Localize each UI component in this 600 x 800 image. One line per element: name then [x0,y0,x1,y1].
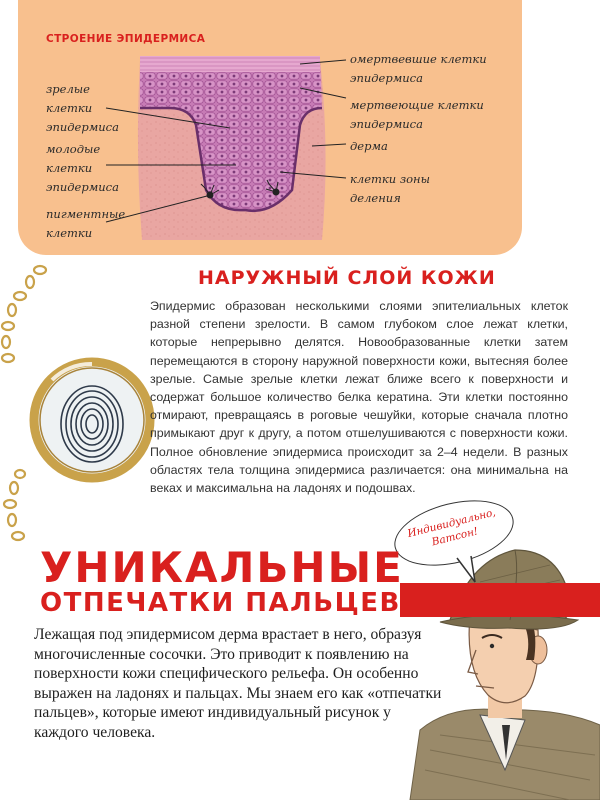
label-dead-cells: омертвевшие клетки эпидермиса [350,52,487,85]
section-text-fingerprints: Лежащая под эпидермисом дерма врастает в него, образуя многочисленные сосочки. Это приводит к появлению на поверхности кожи специфического рельефа. Он особенно выражен на ладонях и пальцах. Мы знаем его как «отпечатки пальцев», которые имеют индивидуальный рисунок у каждого человека. [34,626,442,741]
diagram-title: СТРОЕНИЕ ЭПИДЕРМИСА [46,33,206,45]
label-young-cells: молодые клетки эпидермиса [46,142,119,194]
section-text-outer-layer: Эпидермис образован несколькими слоями эпителиальных клеток разной степени зрелости. В самом глубоком слое лежат клетки, которые непрерывно делятся. Новообразованные клетки затем перемещаются в сторону наружной поверхности кожи, вытесняя более зрелые. Самые зрелые клетки лежат ближе всего к поверхности и содержат большое количество белка кератина. Эти клетки постоянно отмирают, превращаясь в роговые чешуйки, которые сначала плотно примыкают друг к другу, а потом отшелушиваются с поверхности кожи. Полное обновление эпидермиса происходит за 2–4 недели. В разных областях тела толщина эпидермиса различается: она минимальна на веках и максимальна на ладонях и подошвах. [150,299,568,496]
label-pigment-cells: пигментные клетки [46,207,126,240]
section-title-fingerprints-line2: ОТПЕЧАТКИ ПАЛЬЦЕВ [40,588,401,618]
label-dermis: дерма [350,139,388,153]
label-division-zone: клетки зоны деления [350,172,430,205]
label-mature-cells: зрелые клетки эпидермиса [46,82,119,134]
speech-bubble-text: Индивидуально, Ватсон! [406,506,497,549]
magnifier-illustration [0,260,150,560]
heading-red-strip [400,583,600,617]
label-dying-cells: мертвеющие клетки эпидермиса [350,98,484,131]
speech-bubble-tail [455,556,485,586]
dead-cell-layer [140,56,320,72]
section-title-outer-layer: НАРУЖНЫЙ СЛОЙ КОЖИ [198,267,496,289]
section-title-fingerprints-line1: УНИКАЛЬНЫЕ [40,543,404,592]
